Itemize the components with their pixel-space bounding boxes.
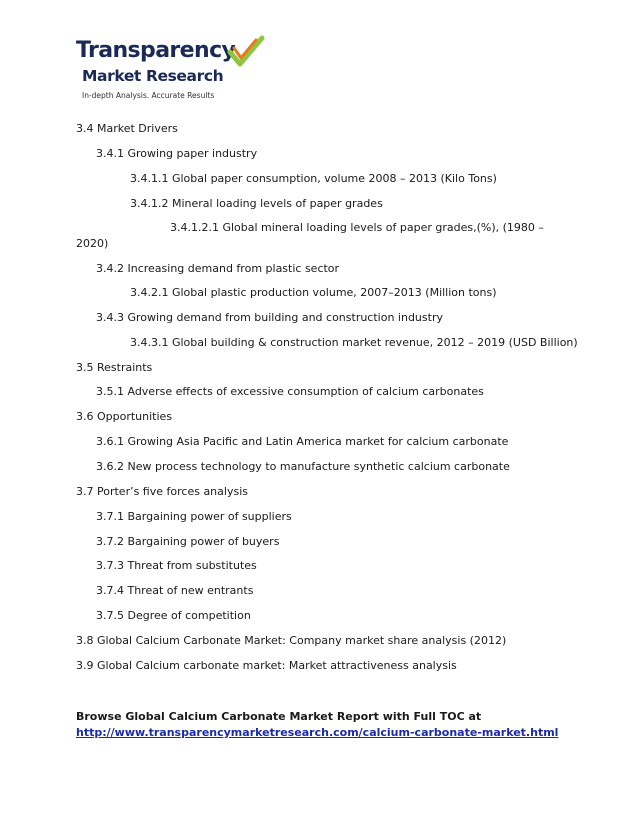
toc-item: 3.6 Opportunities bbox=[76, 410, 173, 423]
toc-item: 3.7.5 Degree of competition bbox=[96, 609, 251, 622]
toc-item: 3.5.1 Adverse effects of excessive consumption of calcium carbonates bbox=[96, 385, 484, 398]
logo-tagline: In-depth Analysis. Accurate Results bbox=[82, 91, 215, 100]
browse-text: Browse Global Calcium Carbonate Market Report with Full TOC at bbox=[76, 710, 482, 723]
toc-item: 3.4.1.1 Global paper consumption, volume 2008 – 2013 (Kilo Tons) bbox=[130, 172, 497, 185]
company-logo bbox=[76, 34, 276, 110]
toc-item: 3.4.3.1 Global building & construction market revenue, 2012 – 2019 (USD Billion) bbox=[130, 336, 578, 349]
checkmark-icon bbox=[226, 34, 266, 68]
report-link[interactable]: http://www.transparencymarketresearch.com/calcium-carbonate-market.html bbox=[76, 726, 559, 739]
toc-item: 3.4.2.1 Global plastic production volume, 2007–2013 (Million tons) bbox=[130, 286, 497, 299]
toc-item: 3.7.2 Bargaining power of buyers bbox=[96, 535, 280, 548]
toc-item: 3.9 Global Calcium carbonate market: Market attractiveness analysis bbox=[76, 659, 457, 672]
toc-item: 3.8 Global Calcium Carbonate Market: Company market share analysis (2012) bbox=[76, 634, 507, 647]
toc-item: 3.4.1.2.1 Global mineral loading levels of paper grades,(%), (1980 – bbox=[170, 221, 544, 234]
toc-item: 3.7.1 Bargaining power of suppliers bbox=[96, 510, 292, 523]
toc-item: 3.7 Porter’s five forces analysis bbox=[76, 485, 248, 498]
toc-item-continuation: 2020) bbox=[76, 237, 109, 250]
toc-item: 3.7.3 Threat from substitutes bbox=[96, 559, 257, 572]
toc-item: 3.7.4 Threat of new entrants bbox=[96, 584, 254, 597]
toc-item: 3.4.1 Growing paper industry bbox=[96, 147, 258, 160]
logo-brand-text: Transparency bbox=[76, 38, 236, 63]
toc-item: 3.6.1 Growing Asia Pacific and Latin America market for calcium carbonate bbox=[96, 435, 509, 448]
browse-report-section bbox=[76, 709, 558, 741]
toc-item: 3.4 Market Drivers bbox=[76, 122, 178, 135]
logo-subtitle: Market Research bbox=[82, 67, 224, 85]
toc-item: 3.5 Restraints bbox=[76, 361, 153, 374]
toc-item: 3.4.2 Increasing demand from plastic sector bbox=[96, 262, 340, 275]
toc-item: 3.4.1.2 Mineral loading levels of paper grades bbox=[130, 197, 383, 210]
toc-item: 3.6.2 New process technology to manufacture synthetic calcium carbonate bbox=[96, 460, 510, 473]
toc-item: 3.4.3 Growing demand from building and construction industry bbox=[96, 311, 443, 324]
